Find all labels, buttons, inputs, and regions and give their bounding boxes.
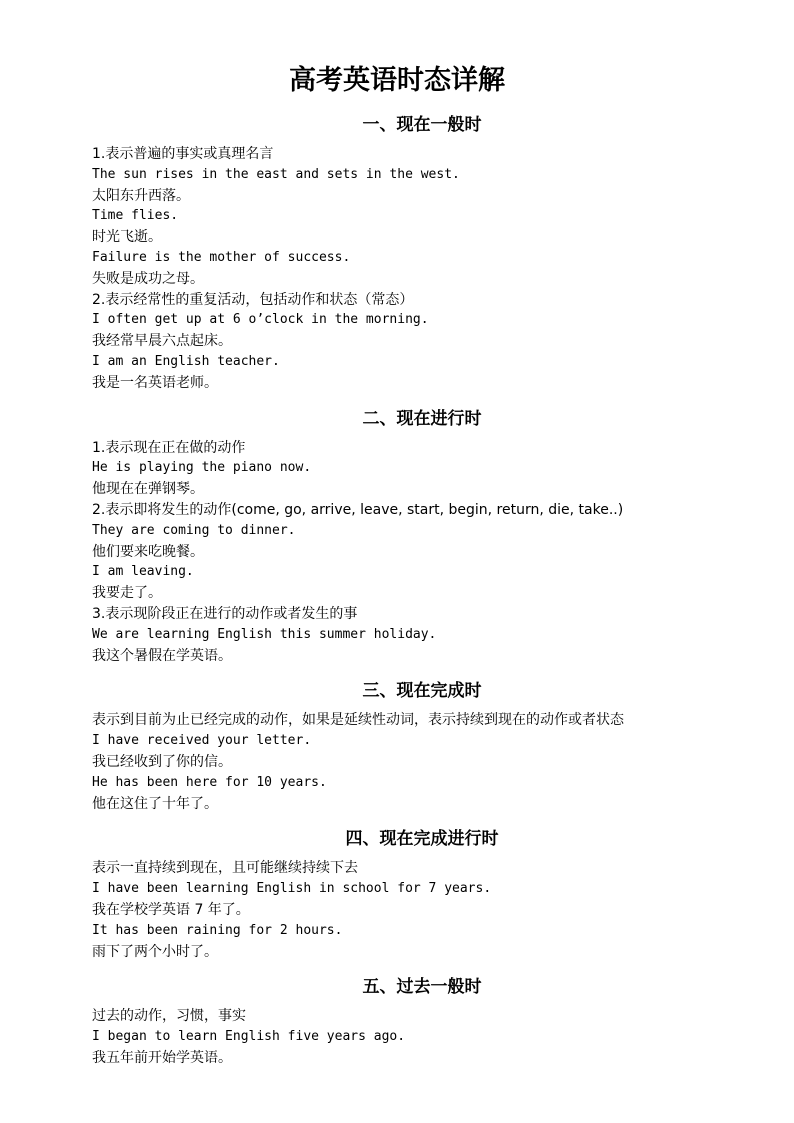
- text-line: 他在这住了十年了。: [92, 795, 218, 812]
- section-lines: [92, 710, 752, 814]
- text-line: 我要走了。: [92, 585, 162, 602]
- text-line: 我这个暑假在学英语。: [92, 647, 232, 664]
- text-line: 1.表示现在正在做的动作: [92, 439, 246, 456]
- section-present-perfect: [92, 676, 752, 814]
- section-lines: [92, 144, 752, 394]
- text-line: 我五年前开始学英语。: [92, 1049, 232, 1066]
- text-line: I am an English teacher.: [92, 353, 280, 369]
- section-heading: 四、现在完成进行时: [345, 829, 499, 850]
- document-body: [92, 110, 752, 1069]
- text-line: 表示到目前为止已经完成的动作，如果是延续性动词，表示持续到现在的动作或者状态: [92, 712, 624, 729]
- section-heading: 二、现在进行时: [362, 408, 482, 429]
- text-line: It has been raining for 2 hours.: [92, 922, 343, 938]
- document-title: 高考英语时态详解: [289, 65, 505, 96]
- text-line: 太阳东升西落。: [92, 187, 190, 204]
- text-line: 2.表示即将发生的动作(come, go, arrive, leave, start, begin, return, die, take..): [92, 501, 624, 518]
- text-line: 时光飞逝。: [92, 229, 162, 246]
- section-lines: [92, 438, 752, 667]
- section-heading: 五、过去一般时: [362, 977, 482, 998]
- text-line: 过去的动作，习惯，事实: [92, 1008, 246, 1025]
- text-line: Failure is the mother of success.: [92, 249, 351, 265]
- text-line: 我在学校学英语 7 年了。: [92, 901, 250, 918]
- text-line: The sun rises in the east and sets in the west.: [92, 166, 460, 182]
- text-line: 表示一直持续到现在，且可能继续持续下去: [92, 860, 358, 877]
- text-line: 失败是成功之母。: [92, 270, 204, 287]
- section-present-perfect-continuous: [92, 824, 752, 962]
- text-line: I often get up at 6 o’clock in the morning.: [92, 312, 429, 328]
- text-line: 3.表示现阶段正在进行的动作或者发生的事: [92, 605, 358, 622]
- text-line: We are learning English this summer holiday.: [92, 626, 437, 642]
- section-lines: [92, 1006, 752, 1068]
- text-line: I have been learning English in school for 7 years.: [92, 881, 492, 897]
- text-line: 我经常早晨六点起床。: [92, 333, 232, 350]
- section-lines: [92, 858, 752, 962]
- text-line: 雨下了两个小时了。: [92, 943, 218, 960]
- section-past-simple: [92, 972, 752, 1068]
- text-line: He has been here for 10 years.: [92, 774, 327, 790]
- text-line: I am leaving.: [92, 564, 194, 580]
- text-line: 他现在在弹钢琴。: [92, 481, 204, 498]
- text-line: He is playing the piano now.: [92, 460, 312, 476]
- text-line: 我是一名英语老师。: [92, 374, 218, 391]
- section-present-simple: [92, 110, 752, 394]
- text-line: 他们要来吃晚餐。: [92, 543, 204, 560]
- section-heading: 一、现在一般时: [362, 115, 482, 135]
- text-line: 我已经收到了你的信。: [92, 753, 232, 770]
- text-line: They are coming to dinner.: [92, 522, 296, 538]
- text-line: I have received your letter.: [92, 733, 312, 749]
- text-line: 2.表示经常性的重复活动，包括动作和状态（常态）: [92, 291, 414, 308]
- section-present-continuous: [92, 404, 752, 667]
- text-line: Time flies.: [92, 208, 179, 224]
- text-line: 1.表示普遍的事实或真理名言: [92, 146, 274, 162]
- section-heading: 三、现在完成时: [362, 681, 482, 702]
- text-line: I began to learn English five years ago.: [92, 1029, 406, 1045]
